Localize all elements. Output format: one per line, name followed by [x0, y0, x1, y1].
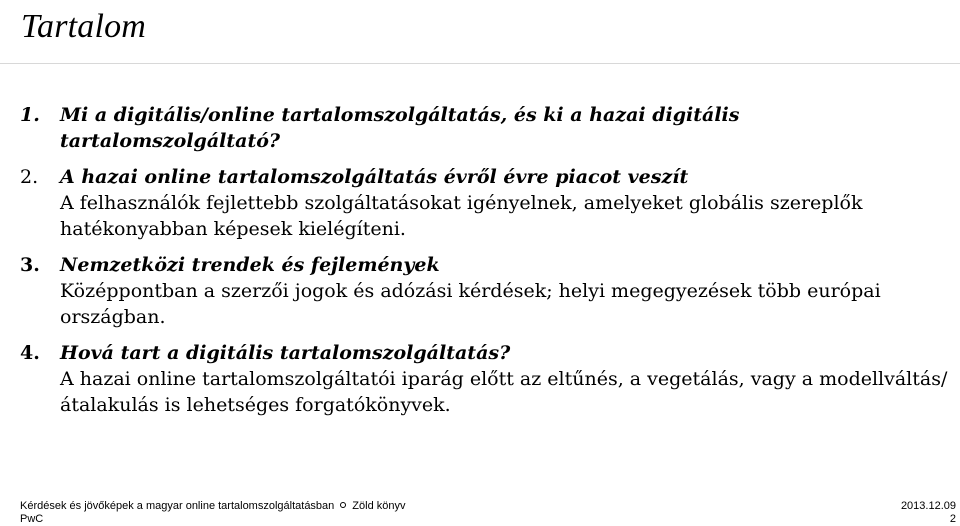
item-body: Középpontban a szerzői jogok és adózási kérdések; helyi megegyezések több európai országban. [60, 280, 881, 328]
item-number: 2. [20, 166, 39, 188]
contents-item-1 [20, 102, 950, 154]
footer-subtitle: Zöld könyv [352, 500, 406, 512]
item-heading: Nemzetközi trendek és fejlemények [60, 254, 440, 276]
item-number: 1. [20, 104, 40, 126]
item-heading: Hová tart a digitális tartalomszolgáltatás? [60, 342, 511, 364]
footer-line-2 [20, 513, 956, 526]
item-number: 3. [20, 254, 40, 276]
contents-list [20, 102, 950, 418]
contents-item-3 [20, 252, 950, 330]
bullet-separator-icon [340, 502, 346, 508]
footer-date: 2013.12.09 [900, 500, 956, 512]
item-heading: Mi a digitális/online tartalomszolgáltatás, és ki a hazai digitális tartalomszolgáltató? [60, 104, 740, 152]
footer-company: PwC [20, 513, 44, 525]
title-divider [0, 63, 960, 64]
slide-title: Tartalom [21, 8, 147, 45]
footer-line-1 [20, 500, 956, 513]
footer-document-title: Kérdések és jövőképek a magyar online tartalomszolgáltatásban [20, 500, 335, 512]
item-number: 4. [20, 342, 40, 364]
contents-item-2 [20, 164, 950, 242]
item-body: A hazai online tartalomszolgáltatói iparág előtt az eltűnés, a vegetálás, vagy a modellváltás/átalakulás is lehetséges forgatókönyvek. [60, 368, 948, 416]
item-heading: A hazai online tartalomszolgáltatás évről évre piacot veszít [60, 166, 689, 188]
item-body: A felhasználók fejlettebb szolgáltatásokat igényelnek, amelyeket globális szereplők hatékonyabban képesek kielégíteni. [60, 192, 863, 240]
contents-item-4 [20, 340, 950, 418]
page-number: 2 [949, 513, 956, 525]
